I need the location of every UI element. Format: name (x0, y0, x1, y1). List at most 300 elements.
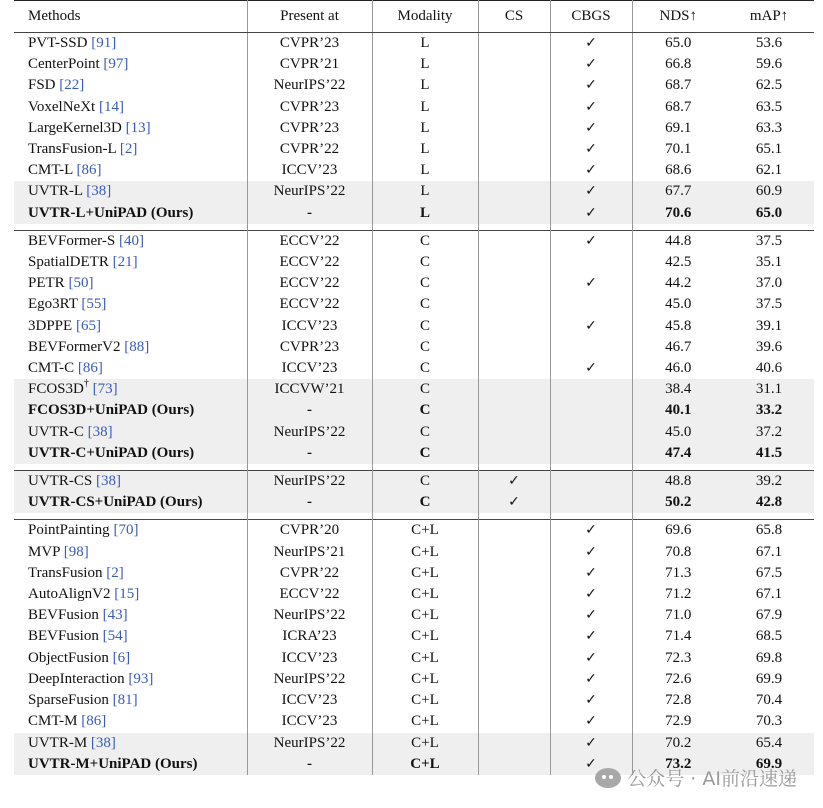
map-cell: 67.1 (755, 586, 783, 603)
venue-cell: ICCV’23 (247, 160, 372, 181)
map-cell: 65.4 (724, 733, 814, 754)
citation-link[interactable]: [86] (72, 162, 102, 179)
cs-cell (478, 379, 550, 400)
header-cs: CS (478, 1, 550, 33)
citation-number: 70 (118, 522, 134, 539)
modality-cell: C (372, 492, 478, 513)
map-cell: 70.4 (755, 692, 783, 709)
method-cell (14, 520, 247, 542)
cbgs-cell: ✓ (550, 97, 632, 118)
nds-cell: 45.0 (632, 422, 724, 443)
cs-cell (478, 754, 550, 775)
table-row (14, 563, 814, 584)
nds-cell: 48.8 (632, 471, 724, 493)
table-row (14, 203, 814, 224)
table-row (14, 492, 814, 513)
cs-cell (478, 711, 550, 732)
nds-cell: 47.4 (632, 443, 724, 464)
modality-cell: C+L (372, 542, 478, 563)
map-cell: 37.2 (724, 422, 814, 443)
citation-link[interactable]: [86] (77, 713, 107, 730)
venue-cell: - (247, 754, 372, 775)
table-row (14, 626, 814, 647)
nds-cell: 68.6 (632, 160, 724, 181)
venue-cell: NeurIPS’22 (247, 181, 372, 202)
venue-cell: CVPR’23 (247, 118, 372, 139)
venue-cell: - (247, 492, 372, 513)
citation-link[interactable]: [73] (88, 381, 118, 398)
cs-cell (478, 337, 550, 358)
modality-cell: C+L (372, 626, 478, 647)
cbgs-cell: ✓ (550, 230, 632, 252)
citation-link[interactable]: [97] (99, 56, 129, 73)
map-cell: 68.5 (755, 628, 783, 645)
map-cell: 37.0 (755, 275, 783, 292)
cs-cell (478, 690, 550, 711)
citation-link[interactable]: [93] (124, 670, 154, 687)
nds-cell: 45.8 (632, 316, 724, 337)
cbgs-cell: ✓ (550, 520, 632, 542)
citation-number: 40 (123, 232, 139, 249)
method-name: DeepInteraction (28, 670, 125, 687)
citation-link[interactable]: [38] (87, 734, 116, 751)
cs-cell (478, 605, 550, 626)
citation-link[interactable]: [50] (64, 275, 94, 292)
citation-link[interactable]: [6] (108, 649, 131, 666)
map-cell: 39.6 (755, 338, 783, 355)
cs-cell (478, 294, 550, 315)
citation-link[interactable]: [40] (115, 232, 144, 249)
table-row (14, 75, 814, 96)
nds-cell: 38.4 (632, 379, 724, 400)
method-name: SpatialDETR (28, 254, 109, 271)
cbgs-cell (550, 294, 632, 315)
nds-cell: 44.2 (632, 273, 724, 294)
citation-link[interactable]: [15] (110, 586, 140, 603)
citation-link[interactable]: [70] (109, 522, 139, 539)
cbgs-cell: ✓ (550, 358, 632, 379)
method-cell (14, 648, 247, 669)
citation-link[interactable]: [14] (95, 98, 124, 115)
table-row (14, 400, 814, 421)
method-name: CMT-M (28, 713, 78, 730)
nds-cell: 67.7 (632, 181, 724, 202)
citation-number: 65 (80, 317, 96, 334)
cs-cell (478, 443, 550, 464)
venue-cell: - (247, 400, 372, 421)
venue-cell: CVPR’22 (247, 139, 372, 160)
cbgs-cell: ✓ (550, 542, 632, 563)
modality-cell: C (372, 471, 478, 493)
method-cell (14, 605, 247, 626)
citation-number: 2 (111, 564, 119, 581)
nds-cell: 65.0 (632, 33, 724, 55)
map-cell: 62.5 (755, 77, 783, 94)
map-cell: 59.6 (755, 56, 783, 73)
venue-cell: ICCV’23 (247, 358, 372, 379)
modality-cell: C+L (372, 669, 478, 690)
table-row (14, 252, 814, 273)
citation-number: 14 (103, 98, 119, 115)
venue-cell: ICCV’23 (247, 316, 372, 337)
method-cell (14, 139, 247, 160)
cbgs-cell (550, 337, 632, 358)
table-row (14, 471, 814, 493)
table-row (14, 605, 814, 626)
method-name: TransFusion-L (28, 141, 117, 158)
cs-cell (478, 97, 550, 118)
cs-cell (478, 54, 550, 75)
nds-cell: 42.5 (632, 252, 724, 273)
method-cell (14, 118, 247, 139)
citation-number: 22 (64, 77, 80, 94)
cbgs-cell: ✓ (550, 563, 632, 584)
cs-cell (478, 542, 550, 563)
cs-cell (478, 33, 550, 55)
modality-cell: L (372, 97, 478, 118)
cbgs-cell: ✓ (550, 273, 632, 294)
nds-cell: 70.8 (632, 542, 724, 563)
citation-number: 38 (91, 183, 107, 200)
citation-number: 93 (133, 670, 149, 687)
map-cell: 63.5 (755, 98, 783, 115)
method-cell (14, 626, 247, 647)
method-cell (14, 252, 247, 273)
nds-cell: 70.1 (632, 139, 724, 160)
nds-cell: 69.6 (632, 520, 724, 542)
map-cell: 35.1 (755, 254, 783, 271)
modality-cell: L (372, 139, 478, 160)
table-row (14, 294, 814, 315)
venue-cell: ICCVW’21 (247, 379, 372, 400)
table-row (14, 97, 814, 118)
cbgs-cell (550, 252, 632, 273)
modality-cell: C (372, 316, 478, 337)
map-cell: 67.5 (755, 564, 783, 581)
cs-cell: ✓ (478, 471, 550, 493)
nds-cell: 46.0 (632, 358, 724, 379)
map-cell: 31.1 (724, 379, 814, 400)
method-name: UVTR-CS+UniPAD (Ours) (28, 494, 203, 511)
citation-number: 13 (130, 119, 146, 136)
citation-number: 73 (97, 381, 113, 398)
nds-cell: 68.7 (632, 97, 724, 118)
cs-cell (478, 358, 550, 379)
method-cell (14, 230, 247, 252)
map-cell: 69.9 (724, 754, 814, 775)
method-cell (14, 669, 247, 690)
nds-cell: 66.8 (632, 54, 724, 75)
map-cell: 67.1 (755, 543, 783, 560)
venue-cell: NeurIPS’21 (247, 542, 372, 563)
header-map: mAP↑ (724, 1, 814, 33)
header-row (14, 1, 814, 33)
nds-cell: 68.7 (632, 75, 724, 96)
header-nds: NDS↑ (632, 1, 724, 33)
cs-cell (478, 181, 550, 202)
citation-link[interactable]: [81] (108, 692, 138, 709)
modality-cell: C+L (372, 584, 478, 605)
method-cell (14, 563, 247, 584)
method-cell (14, 273, 247, 294)
modality-cell: C (372, 400, 478, 421)
cs-cell (478, 669, 550, 690)
cbgs-cell: ✓ (550, 203, 632, 224)
results-table-container (14, 0, 814, 775)
cs-cell (478, 139, 550, 160)
map-cell: 53.6 (724, 33, 814, 55)
modality-cell: C (372, 358, 478, 379)
cbgs-cell (550, 422, 632, 443)
modality-cell: C (372, 230, 478, 252)
citation-number: 81 (117, 692, 133, 709)
citation-number: 55 (86, 296, 102, 313)
nds-cell: 40.1 (632, 400, 724, 421)
venue-cell: ECCV’22 (247, 584, 372, 605)
cbgs-cell: ✓ (550, 648, 632, 669)
method-cell (14, 379, 247, 400)
nds-cell: 72.9 (632, 711, 724, 732)
method-name: BEVFusion (28, 628, 99, 645)
method-cell (14, 203, 247, 224)
modality-cell: C (372, 294, 478, 315)
method-name: AutoAlignV2 (28, 586, 111, 603)
citation-link[interactable]: [38] (92, 473, 121, 490)
table-row (14, 181, 814, 202)
cbgs-cell: ✓ (550, 75, 632, 96)
venue-cell: ICCV’23 (247, 690, 372, 711)
citation-number: 2 (124, 141, 133, 158)
method-cell (14, 160, 247, 181)
cs-cell (478, 422, 550, 443)
citation-link[interactable]: [43] (98, 607, 128, 624)
modality-cell: C+L (372, 733, 478, 754)
map-cell: 67.9 (755, 607, 783, 624)
table-row (14, 118, 814, 139)
method-cell (14, 75, 247, 96)
citation-number: 38 (100, 473, 116, 490)
citation-link[interactable]: [98] (59, 543, 89, 560)
nds-cell: 71.3 (632, 563, 724, 584)
citation-link[interactable]: [91] (87, 35, 117, 51)
citation-number: 86 (81, 162, 97, 179)
table-row (14, 33, 814, 55)
map-cell: 69.9 (755, 670, 783, 687)
venue-cell: NeurIPS’22 (247, 669, 372, 690)
map-cell: 40.6 (755, 360, 783, 377)
modality-cell: L (372, 54, 478, 75)
cbgs-cell (550, 443, 632, 464)
modality-cell: C (372, 337, 478, 358)
modality-cell: L (372, 181, 478, 202)
map-cell: 42.8 (724, 492, 814, 513)
cbgs-cell (550, 379, 632, 400)
venue-cell: NeurIPS’22 (247, 471, 372, 493)
method-cell (14, 542, 247, 563)
nds-cell: 69.1 (632, 118, 724, 139)
venue-cell: - (247, 443, 372, 464)
cbgs-cell: ✓ (550, 605, 632, 626)
citation-number: 98 (68, 543, 84, 560)
map-cell: 60.9 (724, 181, 814, 202)
citation-link[interactable]: [65] (72, 317, 101, 334)
map-cell: 69.8 (755, 649, 783, 666)
method-name: UVTR-L+UniPAD (Ours) (28, 204, 194, 221)
table-row (14, 273, 814, 294)
method-cell (14, 97, 247, 118)
table-row (14, 54, 814, 75)
map-cell: 65.1 (755, 141, 783, 158)
method-name: LargeKernel3D (28, 119, 122, 136)
method-cell (14, 711, 247, 732)
method-name: Ego3RT (28, 296, 78, 313)
watermark-text: 公众号 · AI前沿速递 (627, 768, 797, 790)
method-name: PETR (28, 275, 65, 292)
citation-link[interactable]: [38] (83, 423, 113, 440)
citation-number: 86 (82, 360, 98, 377)
citation-number: 50 (73, 275, 89, 292)
table-row (14, 316, 814, 337)
method-name: FSD (28, 77, 56, 94)
method-cell (14, 316, 247, 337)
map-cell: 39.2 (724, 471, 814, 493)
cs-cell (478, 230, 550, 252)
venue-cell: ECCV’22 (247, 273, 372, 294)
citation-link[interactable]: [38] (82, 183, 112, 200)
cbgs-cell: ✓ (550, 160, 632, 181)
map-cell: 37.5 (755, 296, 783, 313)
citation-link[interactable]: [88] (120, 338, 150, 355)
cs-cell (478, 273, 550, 294)
cbgs-cell (550, 492, 632, 513)
modality-cell: C+L (372, 520, 478, 542)
cs-cell (478, 118, 550, 139)
table-row (14, 443, 814, 464)
method-name: FCOS3D+UniPAD (Ours) (28, 402, 195, 419)
map-cell: 41.5 (724, 443, 814, 464)
citation-link[interactable]: [55] (77, 296, 107, 313)
cs-cell (478, 648, 550, 669)
citation-link[interactable]: [22] (55, 77, 85, 94)
table-row (14, 337, 814, 358)
table-row (14, 648, 814, 669)
citation-link[interactable]: [2] (116, 141, 138, 158)
venue-cell: NeurIPS’22 (247, 422, 372, 443)
nds-cell: 73.2 (632, 754, 724, 775)
venue-cell: NeurIPS’22 (247, 733, 372, 754)
venue-cell: ICCV’23 (247, 648, 372, 669)
cs-cell (478, 400, 550, 421)
cbgs-cell: ✓ (550, 181, 632, 202)
wechat-icon (595, 768, 621, 788)
venue-cell: ICCV’23 (247, 711, 372, 732)
method-superscript: † (83, 378, 89, 390)
nds-cell: 71.0 (632, 605, 724, 626)
modality-cell: C+L (372, 754, 478, 775)
watermark (595, 764, 797, 791)
method-cell (14, 54, 247, 75)
citation-number: 38 (95, 734, 111, 751)
modality-cell: C+L (372, 648, 478, 669)
citation-link[interactable]: [2] (102, 564, 124, 581)
map-cell: 65.0 (724, 203, 814, 224)
venue-cell: CVPR’20 (247, 520, 372, 542)
table-row (14, 690, 814, 711)
venue-cell: CVPR’22 (247, 563, 372, 584)
citation-link[interactable]: [54] (98, 628, 128, 645)
cbgs-cell: ✓ (550, 733, 632, 754)
method-cell (14, 358, 247, 379)
method-cell (14, 584, 247, 605)
table-row (14, 358, 814, 379)
table-row (14, 230, 814, 252)
cbgs-cell: ✓ (550, 316, 632, 337)
method-name: PointPainting (28, 522, 110, 539)
table-row (14, 711, 814, 732)
cbgs-cell: ✓ (550, 139, 632, 160)
method-name: UVTR-C (28, 423, 84, 440)
method-name: UVTR-L (28, 183, 83, 200)
table-row (14, 139, 814, 160)
method-cell (14, 471, 247, 493)
method-cell (14, 754, 247, 775)
method-name: UVTR-CS (28, 473, 93, 490)
modality-cell: L (372, 33, 478, 55)
method-cell (14, 690, 247, 711)
cbgs-cell: ✓ (550, 54, 632, 75)
cbgs-cell (550, 471, 632, 493)
cs-cell (478, 563, 550, 584)
modality-cell: C+L (372, 711, 478, 732)
method-cell (14, 443, 247, 464)
method-name: ObjectFusion (28, 649, 109, 666)
table-row (14, 542, 814, 563)
map-cell: 39.1 (755, 317, 783, 334)
citation-link[interactable]: [86] (74, 360, 103, 377)
modality-cell: C+L (372, 563, 478, 584)
method-name: MVP (28, 543, 60, 560)
method-name: PVT-SSD (28, 35, 88, 51)
modality-cell: C (372, 379, 478, 400)
citation-number: 54 (107, 628, 123, 645)
citation-link[interactable]: [13] (121, 119, 151, 136)
cs-cell (478, 75, 550, 96)
modality-cell: C+L (372, 690, 478, 711)
cs-cell: ✓ (478, 492, 550, 513)
citation-number: 21 (117, 254, 133, 271)
table-row (14, 379, 814, 400)
modality-cell: C (372, 273, 478, 294)
venue-cell: CVPR’23 (247, 337, 372, 358)
method-name: TransFusion (28, 564, 103, 581)
method-cell (14, 337, 247, 358)
map-cell: 63.3 (755, 119, 783, 136)
cbgs-cell: ✓ (550, 711, 632, 732)
nds-cell: 72.6 (632, 669, 724, 690)
method-name: CMT-L (28, 162, 73, 179)
cbgs-cell: ✓ (550, 669, 632, 690)
citation-link[interactable]: [21] (108, 254, 138, 271)
method-cell (14, 33, 247, 55)
citation-number: 15 (119, 586, 135, 603)
modality-cell: L (372, 160, 478, 181)
nds-cell: 71.2 (632, 584, 724, 605)
citation-number: 97 (108, 56, 124, 73)
nds-cell: 71.4 (632, 626, 724, 647)
method-cell (14, 422, 247, 443)
method-name: BEVFormerV2 (28, 338, 121, 355)
citation-number: 88 (129, 338, 145, 355)
